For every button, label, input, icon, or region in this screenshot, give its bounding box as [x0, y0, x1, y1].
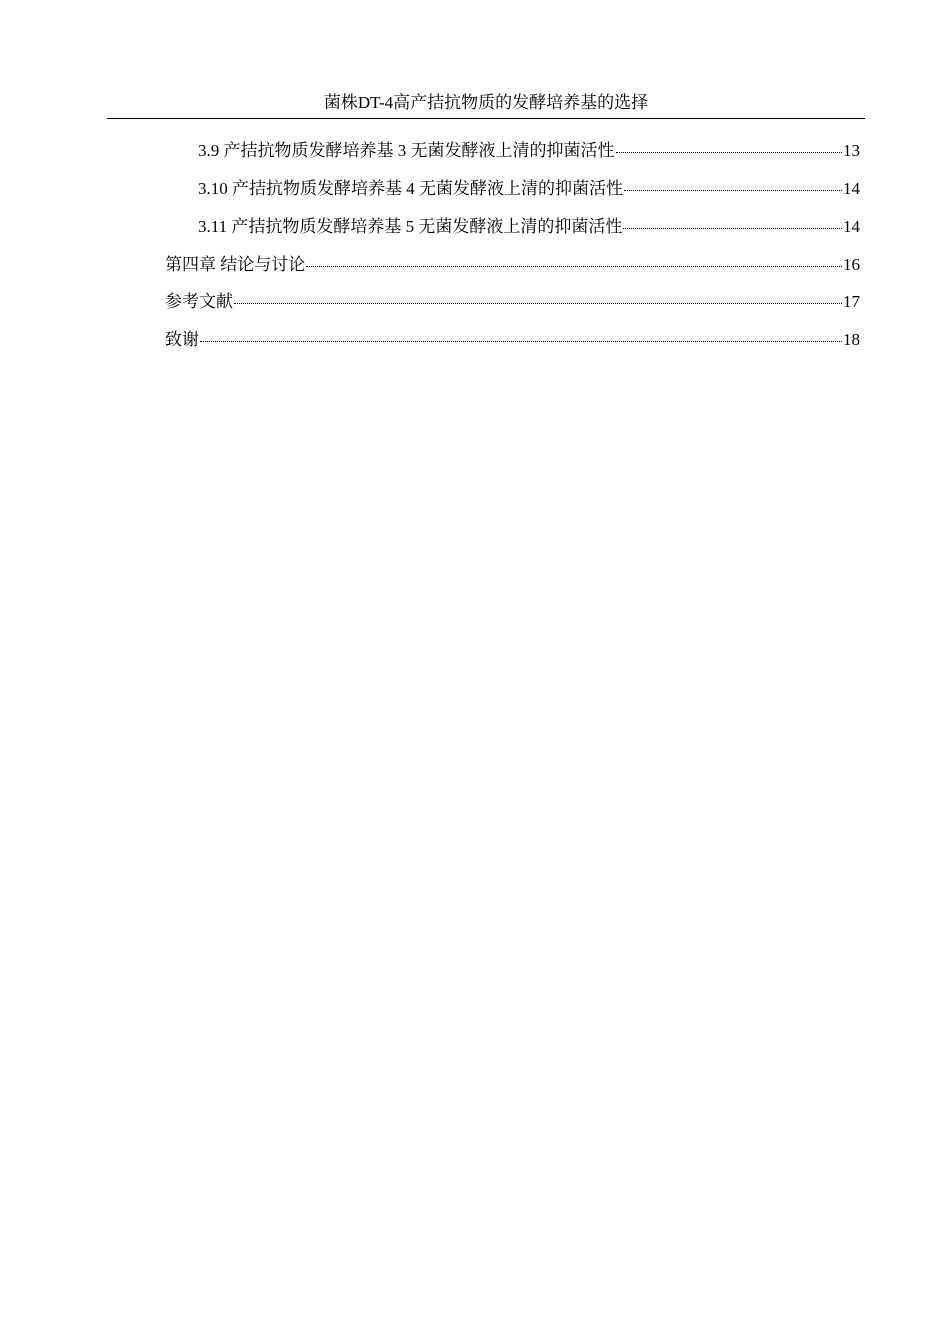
toc-entry-title: 致谢: [165, 330, 199, 349]
toc-entry-3-11[interactable]: [198, 215, 860, 239]
toc-entry-title: 3.10 产拮抗物质发酵培养基 4 无菌发酵液上清的抑菌活性: [198, 179, 623, 198]
toc-entry-title: 参考文献: [165, 292, 233, 311]
toc-entry-3-10[interactable]: [198, 177, 860, 201]
toc-entry-page: 14: [843, 217, 860, 236]
toc-entry-page: 16: [843, 255, 860, 274]
toc-entry-page: 17: [843, 292, 860, 311]
toc-entry-chapter-4[interactable]: [165, 253, 860, 277]
dot-leader: [616, 151, 843, 153]
running-header: [107, 92, 865, 119]
dot-leader: [624, 189, 842, 191]
toc-entry-3-9[interactable]: [198, 139, 860, 163]
toc-entry-title: 3.9 产拮抗物质发酵培养基 3 无菌发酵液上清的抑菌活性: [198, 141, 615, 160]
dot-leader: [234, 302, 842, 304]
toc-entry-title: 3.11 产拮抗物质发酵培养基 5 无菌发酵液上清的抑菌活性: [198, 217, 623, 236]
toc-entry-page: 14: [843, 179, 860, 198]
toc-entry-title: 第四章 结论与讨论: [165, 255, 306, 274]
toc-entry-references[interactable]: [165, 290, 860, 314]
toc-entry-acknowledgements[interactable]: [165, 328, 860, 352]
dot-leader: [306, 265, 842, 267]
dot-leader: [623, 227, 842, 229]
header-title: 菌株DT-4高产拮抗物质的发酵培养基的选择: [323, 93, 649, 112]
toc-entry-page: 13: [843, 141, 860, 160]
dot-leader: [200, 340, 842, 342]
toc-entry-page: 18: [843, 330, 860, 349]
